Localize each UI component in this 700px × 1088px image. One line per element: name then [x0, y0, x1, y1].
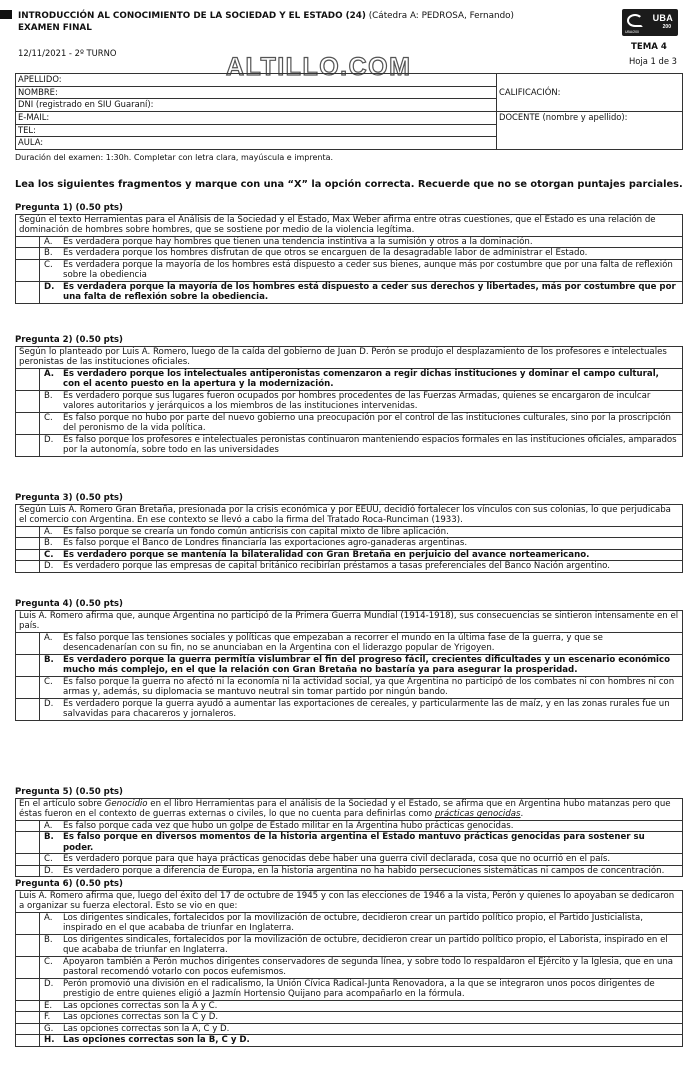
dni-field[interactable]: DNI (registrado en SIU Guaraní): [16, 99, 497, 112]
answer-box[interactable] [16, 391, 40, 412]
question-4-option-d[interactable]: D. Es verdadero porque la guerra ayudó a aumentar las exportaciones de cereales, y particularmente las de maíz, y en las zonas rurales fue un salvavidas para chacareros y jornaleros. [16, 699, 682, 720]
answer-box[interactable] [16, 260, 40, 281]
question-6 [15, 890, 683, 1047]
instructions: Lea los siguientes fragmentos y marque con una “X” la opción correcta. Recuerde que no se otorgan puntajes parciales. [15, 179, 683, 190]
question-3-title: Pregunta 3) (0.50 pts) [15, 493, 123, 503]
uba-logo: UBA 200 UBA/200 [622, 9, 678, 36]
tema-label: TEMA 4 [631, 42, 667, 52]
watermark: ALTILLO.COM [226, 53, 412, 81]
docente-field: DOCENTE (nombre y apellido): [497, 112, 683, 150]
question-5-option-d[interactable]: D. Es verdadero porque a diferencia de Europa, en la historia argentina no ha habido persecuciones sistemáticas ni campos de concentración. [16, 866, 682, 876]
duration-note: Duración del examen: 1:30h. Completar con letra clara, mayúscula e imprenta. [15, 153, 334, 162]
question-1-option-b[interactable]: B. Es verdadera porque los hombres disfrutan de que otros se encarguen de la desagradable labor de administrar el Estado. [16, 248, 682, 259]
question-2 [15, 346, 683, 457]
question-1-title: Pregunta 1) (0.50 pts) [15, 203, 123, 213]
tel-field[interactable]: TEL: [16, 124, 497, 137]
answer-box[interactable] [16, 248, 40, 258]
question-3-option-d[interactable]: D. Es verdadero porque las empresas de capital británico recibirían préstamos a tasas preferenciales del Banco Nación argentino. [16, 561, 682, 571]
question-4-option-c[interactable]: C. Es falso porque la guerra no afectó ni la economía ni la actividad social, ya que Argentina no participó de los combates ni con hombres ni con armas y, además, su diplomacia se mantuvo neutral sin tomar partido por ningún bando. [16, 677, 682, 699]
email-field[interactable]: E-MAIL: [16, 112, 497, 125]
answer-box[interactable] [16, 1024, 40, 1034]
question-2-option-c[interactable]: C. Es falso porque no hubo por parte del nuevo gobierno una preocupación por el control de las instituciones culturales, sino por la proscripción del peronismo de la vida política. [16, 413, 682, 435]
question-5-option-a[interactable]: A. Es falso porque cada vez que hubo un golpe de Estado militar en la Argentina hubo prácticas genocidas. [16, 821, 682, 832]
answer-box[interactable] [16, 854, 40, 864]
question-2-title: Pregunta 2) (0.50 pts) [15, 335, 123, 345]
question-3-stem: Según Luis A. Romero Gran Bretaña, presionada por la crisis económica y por EEUU, decidió fortalecer los vínculos con sus colonias, lo que perjudicaba el comercio con Argentina. En ese contexto se llevó a cabo la firma del Tratado Roca-Runciman (1933). [16, 505, 682, 527]
answer-box[interactable] [16, 979, 40, 1000]
answer-box[interactable] [16, 435, 40, 456]
question-6-stem: Luis A. Romero afirma que, luego del éxito del 17 de octubre de 1945 y con las elecciones de 1946 a la vista, Perón y quienes lo apoyaban se dedicaron a organizar su fuerza electoral. Esto se vio en que: [16, 891, 682, 913]
answer-box[interactable] [16, 633, 40, 654]
question-4-option-b[interactable]: B. Es verdadero porque la guerra permitía vislumbrar el fin del progreso fácil, crecientes dificultades y un escenario económico mucho más complejo, en el que la relación con Gran Bretaña no bastaría ya para asegurar la prosperidad. [16, 655, 682, 677]
exam-type: EXAMEN FINAL [18, 23, 92, 33]
question-3-option-a[interactable]: A. Es falso porque se crearía un fondo común anticrisis con capital mixto de libre aplicación. [16, 527, 682, 538]
answer-box[interactable] [16, 655, 40, 676]
question-6-option-a[interactable]: A. Los dirigentes sindicales, fortalecidos por la movilización de octubre, decidieron crear un partido político propio, el Partido Justicialista, inspirado en el que acababa de triunfar en Inglaterra. [16, 913, 682, 935]
answer-box[interactable] [16, 550, 40, 560]
question-2-option-d[interactable]: D. Es falso porque los profesores e intelectuales peronistas continuaron manteniendo espacios formales en las instituciones oficiales, amparados por la autonomía, sobre todo en las universidades [16, 435, 682, 456]
question-5-option-c[interactable]: C. Es verdadero porque para que haya prácticas genocidas debe haber una guerra civil declarada, cosa que no ocurrió en el país. [16, 854, 682, 865]
answer-box[interactable] [16, 527, 40, 537]
nombre-field[interactable]: NOMBRE: [16, 86, 497, 99]
aula-field[interactable]: AULA: [16, 137, 497, 150]
question-2-option-a[interactable]: A. Es verdadero porque los intelectuales antiperonistas comenzaron a regir dichas instituciones y dominar el campo cultural, con el acento puesto en la apertura y la modernización. [16, 369, 682, 391]
question-1-stem: Según el texto Herramientas para el Análisis de la Sociedad y el Estado, Max Weber afirma entre otras cuestiones, que el Estado es una relación de dominación de hombres sobre hombres, que se sostiene por medio de la violencia legítima. [16, 215, 682, 237]
question-1-option-c[interactable]: C. Es verdadera porque la mayoría de los hombres está dispuesto a ceder sus bienes, aunque más por costumbre que por una falta de reflexión sobre la obediencia [16, 260, 682, 282]
answer-box[interactable] [16, 237, 40, 247]
question-5-title: Pregunta 5) (0.50 pts) [15, 787, 123, 797]
question-6-title: Pregunta 6) (0.50 pts) [15, 879, 123, 889]
question-4 [15, 610, 683, 721]
question-6-option-f[interactable]: F. Las opciones correctas son la C y D. [16, 1012, 682, 1023]
question-6-option-h[interactable]: H. Las opciones correctas son la B, C y D. [16, 1035, 682, 1045]
question-3 [15, 504, 683, 573]
corner-mark [0, 10, 12, 19]
question-6-option-e[interactable]: E. Las opciones correctas son la A y C. [16, 1001, 682, 1012]
answer-box[interactable] [16, 935, 40, 956]
question-2-stem: Según lo planteado por Luis A. Romero, luego de la caída del gobierno de Juan D. Perón se produjo el desplazamiento de los profesores e intelectuales peronistas de las instituciones oficiales. [16, 347, 682, 369]
question-6-option-b[interactable]: B. Los dirigentes sindicales, fortalecidos por la movilización de octubre, decidieron crear un partido político propio, el Laborista, inspirado en el que acababa de triunfar en Inglaterra. [16, 935, 682, 957]
answer-box[interactable] [16, 821, 40, 831]
student-info-form [15, 73, 683, 150]
exam-title: INTRODUCCIÓN AL CONOCIMIENTO DE LA SOCIEDAD Y EL ESTADO (24) (Cátedra A: PEDROSA, Fernando) [18, 11, 514, 21]
question-6-option-d[interactable]: D. Perón promovió una división en el radicalismo, la Unión Cívica Radical-Junta Renovadora, a la que se integraron unos pocos dirigentes de prestigio de entre quienes eligió a Jazmín Hortensio Quijano para acompañarlo en la fórmula. [16, 979, 682, 1001]
answer-box[interactable] [16, 957, 40, 978]
answer-box[interactable] [16, 677, 40, 698]
exam-date: 12/11/2021 - 2º TURNO [18, 48, 117, 58]
answer-box[interactable] [16, 369, 40, 390]
question-3-option-c[interactable]: C. Es verdadero porque se mantenía la bilateralidad con Gran Bretaña en perjuicio del avance norteamericano. [16, 550, 682, 561]
answer-box[interactable] [16, 282, 40, 303]
answer-box[interactable] [16, 538, 40, 548]
question-2-option-b[interactable]: B. Es verdadero porque sus lugares fueron ocupados por hombres procedentes de las Fuerzas Armadas, quienes se encargaron de inculcar valores autoritarios y jerárquicos a los miembros de las instituciones intervenidas. [16, 391, 682, 413]
answer-box[interactable] [16, 1012, 40, 1022]
question-4-stem: Luis A. Romero afirma que, aunque Argentina no participó de la Primera Guerra Mundial (1914-1918), sus consecuencias se sintieron intensamente en el país. [16, 611, 682, 633]
question-3-option-b[interactable]: B. Es falso porque el Banco de Londres financiaría las exportaciones agro-ganaderas argentinas. [16, 538, 682, 549]
uba-logo-icon [627, 14, 643, 27]
question-1-option-a[interactable]: A. Es verdadera porque hay hombres que tienen una tendencia instintiva a la sumisión y otros a la dominación. [16, 237, 682, 248]
question-4-option-a[interactable]: A. Es falso porque las tensiones sociales y políticas que empezaban a recorrer el mundo en la última fase de la guerra, y que se desencadenarían con su fin, no se anunciaban en la Argentina con el liderazgo popular de Yrigoyen. [16, 633, 682, 655]
question-6-option-c[interactable]: C. Apoyaron también a Perón muchos dirigentes conservadores de segunda línea, y sobre todo lo respaldaron el Ejército y la Iglesia, que en una pastoral recomendó votarlo con pocos eufemismos. [16, 957, 682, 979]
answer-box[interactable] [16, 413, 40, 434]
question-4-title: Pregunta 4) (0.50 pts) [15, 599, 123, 609]
question-5-option-b[interactable]: B. Es falso porque en diversos momentos de la historia argentina el Estado mantuvo prácticas genocidas para sostener su poder. [16, 832, 682, 854]
answer-box[interactable] [16, 699, 40, 720]
answer-box[interactable] [16, 866, 40, 876]
question-6-option-g[interactable]: G. Las opciones correctas son la A, C y D. [16, 1024, 682, 1035]
question-5-stem: En el artículo sobre Genocidio en el libro Herramientas para el análisis de la Sociedad y el Estado, se afirma que en Argentina hubo matanzas pero que éstas fueron en el contexto de guerras externas o civiles, lo que no cuenta para definirlas como prácticas genocidas. [16, 799, 682, 821]
apellido-field[interactable]: APELLIDO: [16, 74, 497, 87]
answer-box[interactable] [16, 832, 40, 853]
question-1 [15, 214, 683, 304]
page-indicator: Hoja 1 de 3 [629, 56, 677, 66]
calificacion-field: CALIFICACIÓN: [497, 74, 683, 112]
question-1-option-d[interactable]: D. Es verdadera porque la mayoría de los hombres está dispuesto a ceder sus derechos y libertades, más por costumbre que por una falta de reflexión sobre la obediencia. [16, 282, 682, 303]
answer-box[interactable] [16, 561, 40, 571]
answer-box[interactable] [16, 913, 40, 934]
answer-box[interactable] [16, 1035, 40, 1045]
question-5 [15, 798, 683, 877]
answer-box[interactable] [16, 1001, 40, 1011]
